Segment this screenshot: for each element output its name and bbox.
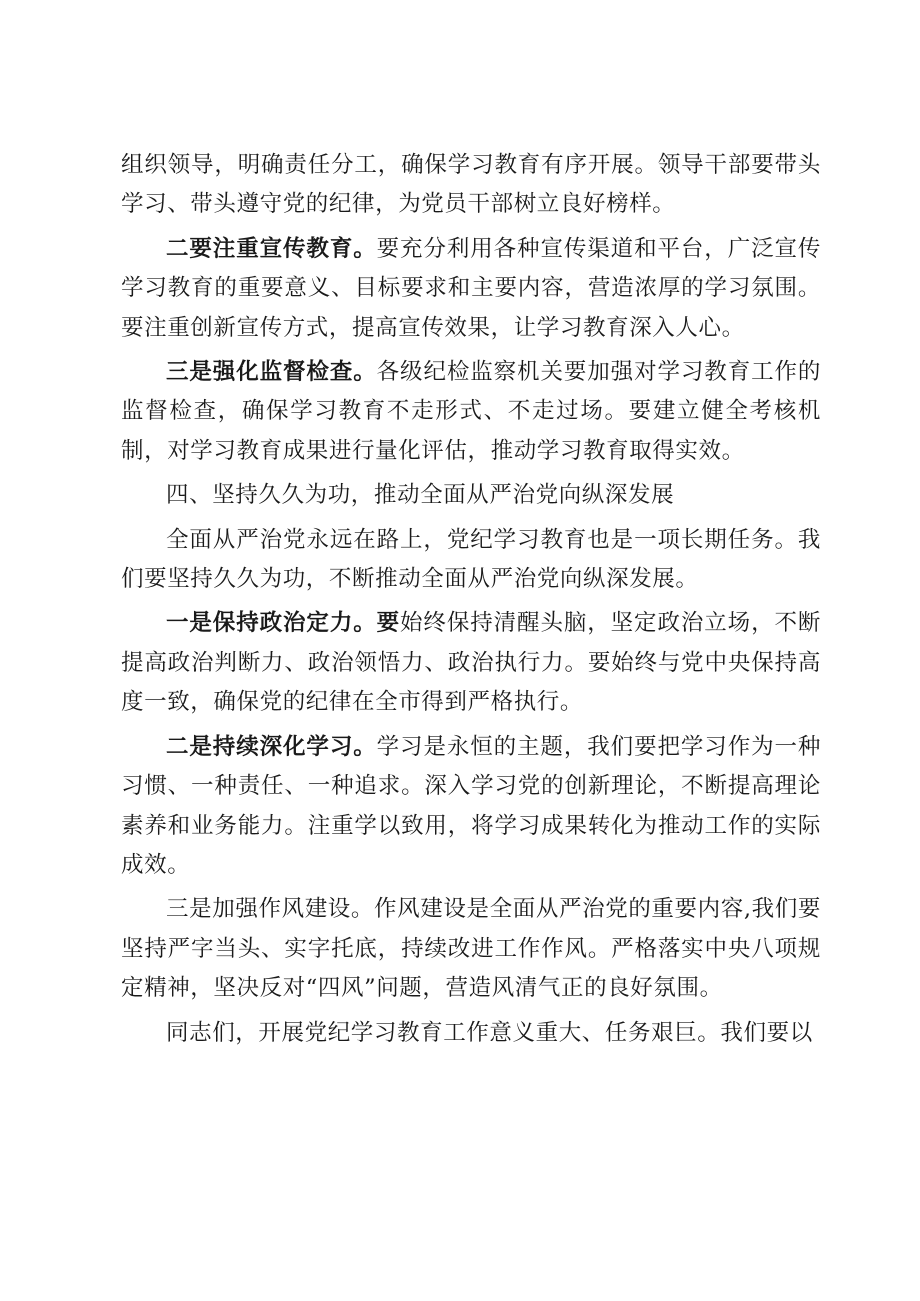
paragraph-lead: 三是强化监督检查。 <box>166 359 377 386</box>
paragraph-publicity-education <box>121 230 821 348</box>
paragraph-text: 三是加强作风建设。作风建设是全面从严治党的重要内容,我们要坚持严字当头、实字托底，持续改进工作作风。严格落实中央八项规定精神，坚决反对“四风”问题，营造风清气正的良好氛围。 <box>121 896 821 1002</box>
paragraph-work-style <box>121 890 821 1008</box>
paragraph-text: 同志们，开展党纪学习教育工作意义重大、任务艰巨。我们要以 <box>166 1019 813 1046</box>
paragraph-lead: 二是持续深化学习。 <box>166 733 377 760</box>
paragraph-continuous-learning <box>121 728 821 886</box>
paragraph-text: 始终保持清醒头脑，坚定政治立场，不断提高政治判断力、政治领悟力、政治执行力。要始终与党中央保持高度一致，确保党的纪律在全市得到严格执行。 <box>121 610 821 716</box>
section-heading-text: 四、坚持久久为功，推动全面从严治党向纵深发展 <box>166 482 675 509</box>
paragraph-continuation <box>121 146 821 225</box>
paragraph-lead: 一是保持政治定力。要 <box>166 610 401 637</box>
paragraph-section-intro <box>121 521 821 600</box>
paragraph-text: 学习是永恒的主题，我们要把学习作为一种习惯、一种责任、一种追求。深入学习党的创新理论，不断提高理论素养和业务能力。注重学以致用，将学习成果转化为推动工作的实际成效。 <box>121 733 821 878</box>
paragraph-text: 各级纪检监察机关要加强对学习教育工作的监督检查，确保学习教育不走形式、不走过场。要建立健全考核机制，对学习教育成果进行量化评估，推动学习教育取得实效。 <box>121 359 821 464</box>
paragraph-supervision <box>121 353 821 471</box>
section-heading <box>121 476 821 515</box>
paragraph-text: 组织领导，明确责任分工，确保学习教育有序开展。领导干部要带头学习、带头遵守党的纪律，为党员干部树立良好榜样。 <box>121 152 821 218</box>
paragraph-closing <box>121 1014 821 1053</box>
paragraph-text: 要充分利用各种宣传渠道和平台，广泛宣传学习教育的重要意义、目标要求和主要内容，营造浓厚的学习氛围。要注重创新宣传方式，提高宣传效果，让学习教育深入人心。 <box>121 235 821 341</box>
paragraph-lead: 二要注重宣传教育。 <box>166 235 377 262</box>
paragraph-political-resolve <box>121 604 821 722</box>
document-body <box>121 146 821 1053</box>
paragraph-text: 全面从严治党永远在路上，党纪学习教育也是一项长期任务。我们要坚持久久为功，不断推动全面从严治党向纵深发展。 <box>121 526 821 593</box>
